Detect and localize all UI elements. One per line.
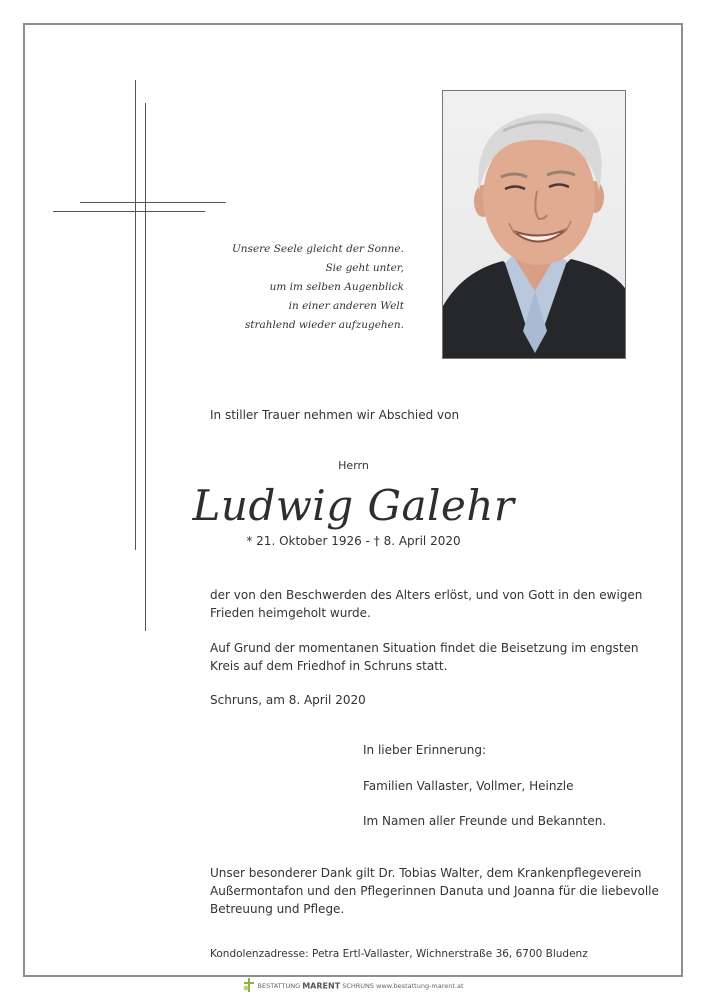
mourners-friends: Im Namen aller Freunde und Bekannten. [363, 814, 607, 828]
thanks-line: Außermontafon und den Pflegerinnen Danuta und Joanna für die liebevolle [210, 884, 659, 898]
memorial-quote [200, 240, 404, 335]
condolence-address: Kondolenzadresse: Petra Ertl-Vallaster, Wichnerstraße 36, 6700 Bludenz [210, 948, 588, 960]
life-dates: * 21. Oktober 1926 - † 8. April 2020 [246, 534, 461, 548]
quote-line: Unsere Seele gleicht der Sonne. [231, 243, 404, 255]
quote-line: um im selben Augenblick [269, 281, 404, 293]
thanks-line: Unser besonderer Dank gilt Dr. Tobias Walter, dem Krankenpflegeverein [210, 866, 642, 880]
funeral-home-footer [0, 978, 707, 994]
quote-line: strahlend wieder aufzugehen. [244, 319, 404, 331]
intro-text: In stiller Trauer nehmen wir Abschied von [210, 408, 460, 422]
mourners-heading: In lieber Erinnerung: [363, 743, 487, 757]
quote-line: Sie geht unter, [325, 262, 404, 274]
footer-town: SCHRUNS [342, 982, 375, 990]
deceased-name: Ludwig Galehr [192, 481, 515, 530]
footer-url: www.bestattung-marent.at [376, 982, 464, 990]
paragraph-line: der von den Beschwerden des Alters erlöst, und von Gott in den ewigen [210, 588, 643, 602]
place-date: Schruns, am 8. April 2020 [210, 693, 366, 707]
mourners-families: Familien Vallaster, Vollmer, Heinzle [363, 779, 574, 793]
paragraph-line: Frieden heimgeholt wurde. [210, 606, 371, 620]
footer-brand: BESTATTUNG [257, 982, 301, 990]
paragraph-line: Auf Grund der momentanen Situation findet die Beisetzung im engsten [210, 641, 639, 655]
quote-line: in einer anderen Welt [288, 300, 404, 312]
portrait-photo [442, 90, 626, 359]
paragraph-line: Kreis auf dem Friedhof in Schruns statt. [210, 659, 448, 673]
footer-brand-name: MARENT [302, 981, 341, 991]
cross-leaf-logo-icon [243, 978, 255, 994]
salutation: Herrn [338, 459, 369, 472]
thanks-line: Betreuung und Pflege. [210, 902, 345, 916]
